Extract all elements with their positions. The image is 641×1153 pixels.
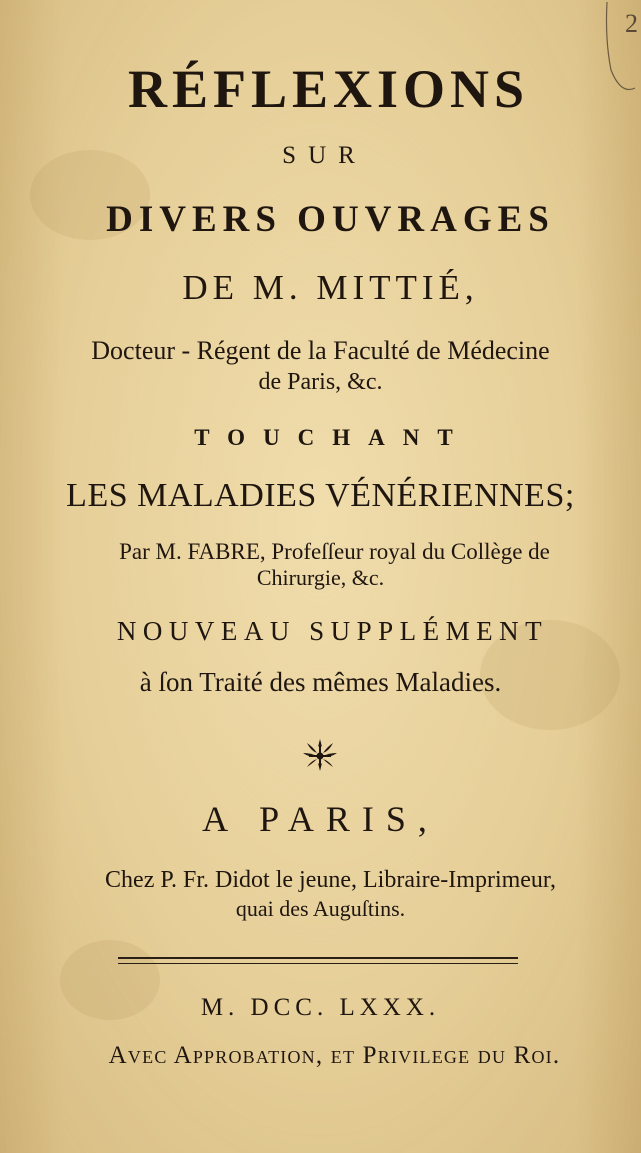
book-title: RÉFLEXIONS [127, 59, 530, 119]
imprint-city: A PARIS, [202, 799, 439, 839]
subtitle-divers-ouvrages: DIVERS OUVRAGES [106, 199, 555, 240]
double-rule-divider-thin [118, 963, 518, 964]
imprint-publisher: Chez P. Fr. Didot le jeune, Libraire-Imprimeur, [105, 867, 556, 893]
subtitle-sur: SUR [282, 142, 367, 169]
imprint-address: quai des Auguſtins. [235, 896, 406, 921]
author-title-line: Docteur - Régent de la Faculté de Médecine [91, 336, 550, 365]
royal-privilege-line: Avec Approbation, et Privilege du Roi. [108, 1042, 561, 1069]
fleuron-ornament-icon [297, 735, 343, 775]
author-title-line-2: de Paris, &c. [258, 369, 383, 395]
subtitle-maladies: LES MALADIES VÉNÉRIENNES; [66, 477, 575, 514]
author-fabre-line-2: Chirurgie, &c. [256, 565, 385, 590]
supplement-heading: NOUVEAU SUPPLÉMENT [116, 616, 549, 646]
publication-date: M. DCC. LXXX. [200, 994, 441, 1021]
subtitle-touchant: TOUCHANT [194, 425, 471, 450]
corner-mark-text: 2 [625, 9, 638, 38]
double-rule-divider [118, 957, 518, 959]
author-fabre-line: Par M. FABRE, Profeſſeur royal du Collège de [119, 539, 550, 564]
subtitle-author-mittie: DE M. MITTIÉ, [182, 268, 479, 307]
supplement-subheading: à ſon Traité des mêmes Maladies. [139, 667, 502, 697]
